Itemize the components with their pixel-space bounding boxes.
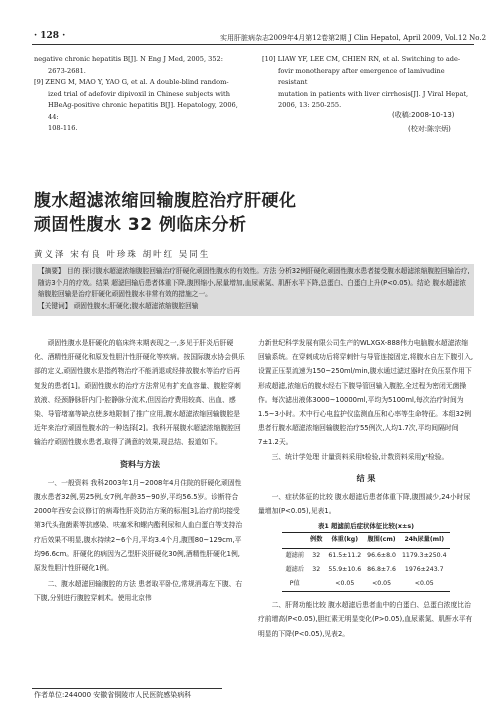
- table-header-cell: 例数: [310, 536, 323, 544]
- reference-line: negative chronic hepatitis B[J]. N Eng J Med, 2005, 352:: [34, 55, 223, 63]
- methods-heading: 资料与方法: [120, 459, 160, 469]
- reference-line: fovir monotherapy after emergence of lamivudine resistant: [278, 66, 445, 86]
- table-header-row: [282, 533, 449, 548]
- liver-kidney-paragraph: 二、肝肾功能比较 腹水超滤后患者血中的白蛋白、总蛋白浓度比治疗前增高(P<0.05),胆红素无明显变化(P>0.05),血尿素氮、肌酐水平有明显的下降(P<0.05),见表2。: [258, 601, 473, 638]
- reference-line: [10] LIAW YF, LEE CM, CHIEN RN, et al. Switching to ade-: [262, 55, 461, 63]
- table-caption: 表1 超滤前后症状体征比较(x±s): [317, 522, 415, 531]
- authors: 黄义泽 宋有良 叶珍珠 胡叶红 吴同生: [34, 250, 211, 260]
- proofreader: (校对:陈宗炳): [408, 125, 451, 133]
- footnote-divider: [32, 688, 222, 689]
- table-cell: 超滤后: [285, 565, 305, 573]
- references-left: [34, 54, 244, 135]
- table-cell: [307, 577, 325, 592]
- table-cell: 超滤前: [285, 551, 305, 559]
- general-data-paragraph: 一、一般资料 我科2003年1月~2008年4月住院的肝硬化顽固性腹水患者32例,男25例,女7例,年龄35~90岁,平均56.5岁。诊断符合2000年西安会议修订的病毒性肝炎防治方案的标准[3],治疗前均接受第3代头孢菌素等抗感染、呋塞米和螺内酯利尿和人血白蛋白等支持治疗后效果不明显,腹水持续2~6个月,平均3.4个月,腹围80~129cm,平均96.6cm。肝硬化的病因为乙型肝炎肝硬化30例,酒精性肝硬化1例,原发性胆汁性肝硬化1例。: [34, 478, 243, 573]
- right-column: [258, 336, 474, 641]
- table-cell: 32: [312, 565, 321, 573]
- abstract-body: 【摘要】 目的 探讨腹水超滤浓缩腹腔回输治疗肝硬化顽固性腹水的有效性。方法 分析32例肝硬化顽固性腹水患者接受腹水超滤浓缩腹腔回输治疗,随访3个月的疗效。结果 超滤回输后患者体重下降,腹围缩小,尿量增加,血尿素氮、肌酐水平下降,总蛋白、白蛋白上升(P<0.05)。结论 腹水超滤浓缩腹腔回输是治疗肝硬化顽固性腹水非常有效的措施之一。: [38, 267, 470, 298]
- method-continued-paragraph: 力新世纪科学发展有限公司生产的WLXGX-888伟力电脑腹水超滤浓缩回输系统。在穿刺成功后将穿刺针与导管连接固定,将腹水自左下腹引入,设置正压泵流速为150~250ml/min,腹水通过滤过器时在负压泵作用下形成超滤,浓缩后的腹水经右下腹导管回输入腹腔,全过程为密闭无菌操作。每次滤出液体3000~10000ml,平均为5100ml,每次治疗时间为1.5~3小时。术中行心电监护仪监测血压和心率等生命特征。本组32例患者行腹水超滤浓缩回输腹腔治疗55例次,人均1.7次,平均间隔时间7±1.2天。: [258, 339, 474, 447]
- table-cell: 96.6±8.0: [367, 551, 396, 559]
- article-title-line-1: 腹水超滤浓缩回输腹腔治疗肝硬化: [34, 191, 297, 211]
- table-cell: <0.05: [372, 580, 392, 588]
- reference-line: [9] ZENG M, MAO Y, YAO G, et al. A double-blind random-: [34, 78, 229, 86]
- reference-line: ized trial of adefovir dipivoxil in Chinese subjects with: [48, 89, 230, 98]
- table-cell: 86.8±7.6: [367, 565, 396, 573]
- table-cell: 1179.3±250.4: [401, 551, 447, 559]
- table-cell: <0.05: [335, 580, 355, 588]
- reference-line: 2673-2681.: [48, 66, 86, 75]
- table-header-cell: 体重(kg): [331, 536, 359, 544]
- journal-citation: 实用肝脏病杂志2009年4月第12卷第2期 J Clin Hepatol, April 2009, Vol.12 No.2: [220, 34, 487, 42]
- method-paragraph: 二、腹水超滤回输腹腔的方法 患者取平卧位,常规消毒左下腹、右下腹,分别进行腹腔穿刺术。使用北京伟: [34, 580, 243, 603]
- reference-line: mutation in patients with liver cirrhosis[J]. J Viral Hepat,: [278, 89, 469, 98]
- table-cell: 55.9±10.6: [328, 565, 362, 573]
- table-cell: 61.5±11.2: [328, 551, 362, 559]
- table-cell: 32: [312, 551, 321, 559]
- reference-line: 108-116.: [48, 124, 78, 132]
- table-row: [282, 548, 449, 563]
- intro-paragraph: 顽固性腹水是肝硬化的临床终末期表现之一,多见于肝炎后肝硬化、酒精性肝硬化和原发性胆汁性肝硬化等疾病。按国际腹水协会俱乐部的定义,顽固性腹水是指药物治疗不能消退或经排放腹水等治疗后再复发的患者[1]。顽固性腹水的治疗方法常见有扩充血容量、腹腔穿刺放液、经颈静脉肝内门-腔静脉分流术,但因治疗费用较高、出血、感染、导管堵塞等缺点使多地限制了推广应用,腹水超滤浓缩回输腹腔是近年来治疗顽固性腹水的一种选择[2]。我科开展腹水超滤浓缩腹腔回输治疗顽固性腹水患者,取得了满意的效果,现总结、报道如下。: [34, 339, 245, 447]
- table-header-cell: 腹围(cm): [367, 536, 396, 544]
- abstract: [38, 266, 470, 312]
- table-cell: 1976±243.7: [404, 565, 444, 573]
- reference-line: HBeAg-positive chronic hepatitis B[J]. Hepatology, 2006, 44:: [48, 101, 238, 121]
- reference-line: 2006, 13: 250-255.: [278, 101, 342, 109]
- table-row: [282, 577, 449, 592]
- left-column: [34, 336, 246, 606]
- keywords: 【关键词】 顽固性腹水;肝硬化;腹水超滤浓缩腹腔回输: [38, 301, 199, 310]
- author-unit: 作者单位:244000 安徽省铜陵市人民医院感染病科: [34, 691, 192, 699]
- table-cell: <0.05: [414, 580, 434, 588]
- results-heading: 结 果: [356, 473, 376, 483]
- symptoms-paragraph: 一、症状体征的比较 腹水超滤后患者体重下降,腹围减少,24小时尿量增加(P<0.05),见表1。: [258, 493, 471, 516]
- table-row: [282, 563, 449, 577]
- received-date: (收稿:2008-10-13): [392, 111, 455, 119]
- references-right: [262, 54, 474, 112]
- statistics-paragraph: 三、统计学处理 计量资料采用t检验,计数资料采用χ²检验。: [271, 452, 449, 461]
- results-table: [282, 532, 449, 592]
- page-number: · 128 ·: [34, 31, 66, 41]
- table-header-cell: [282, 533, 307, 548]
- table-cell: P值: [289, 580, 300, 588]
- table-header-cell: 24h尿量(ml): [404, 536, 445, 544]
- article-title-line-2: 顽固性腹水 32 例临床分析: [34, 215, 247, 235]
